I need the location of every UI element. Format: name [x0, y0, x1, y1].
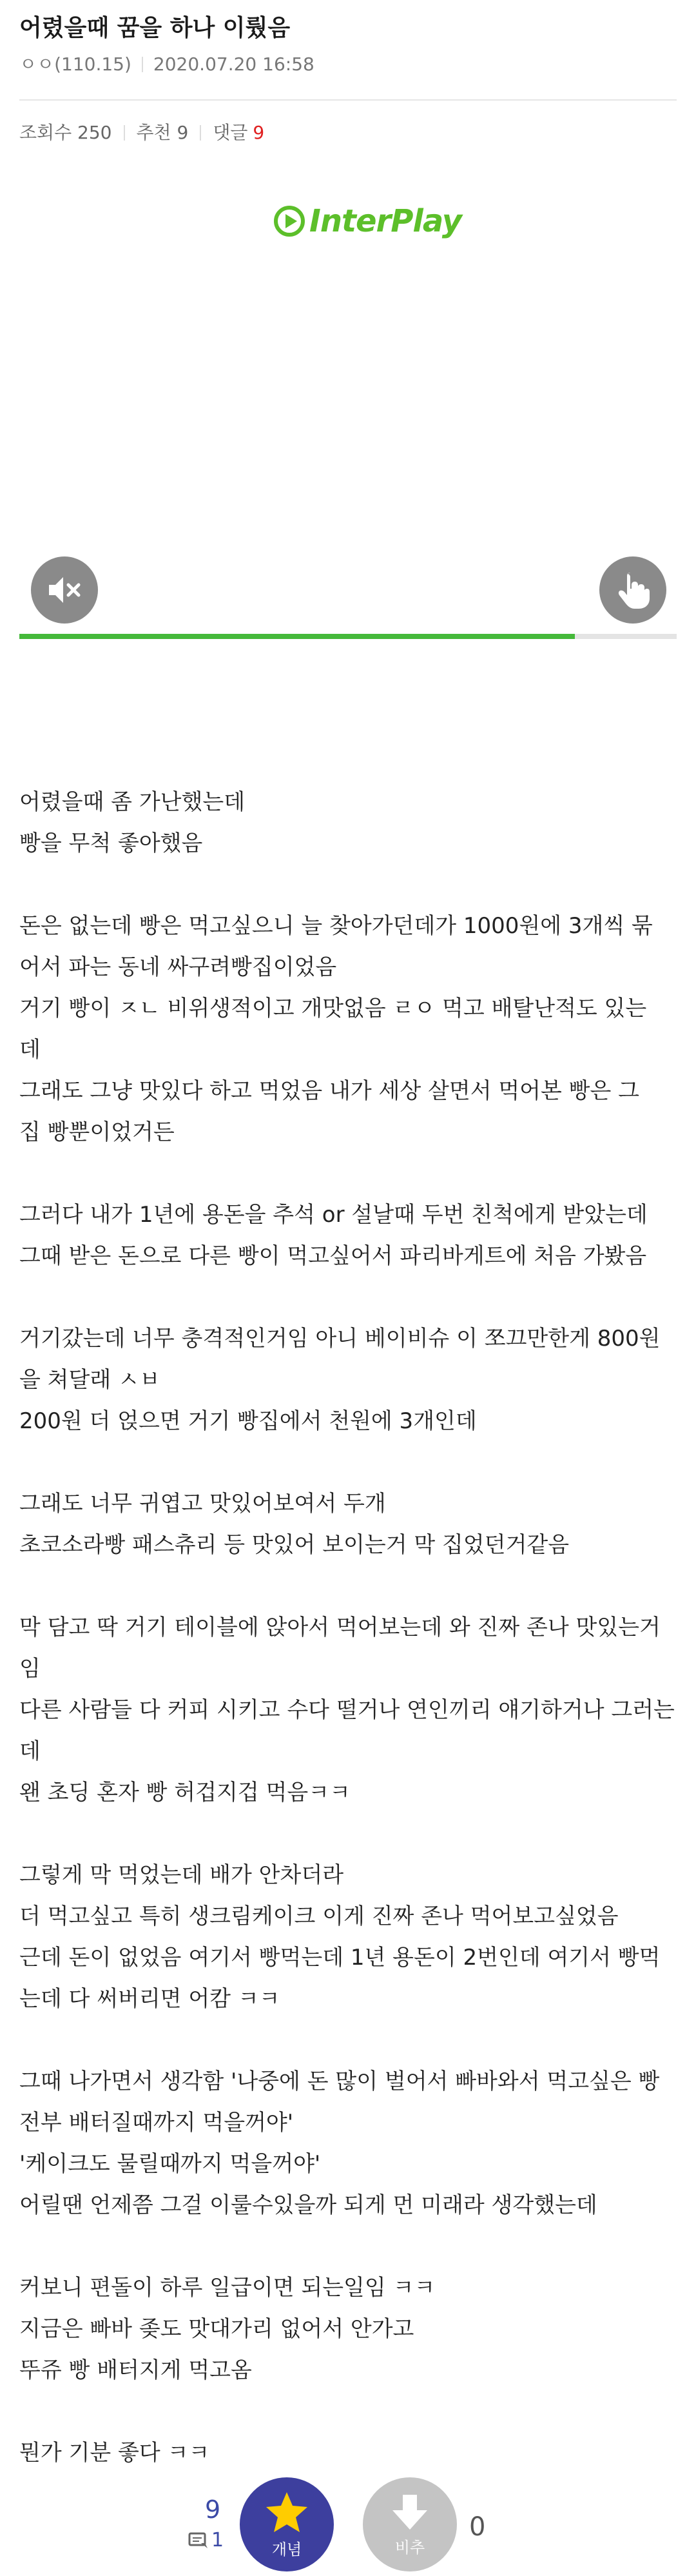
- body-text-line: 그렇게 막 먹었는데 배가 안차더라: [19, 1862, 344, 1888]
- interact-button[interactable]: [599, 556, 666, 624]
- body-text-line: 커보니 편돌이 하루 일급이면 되는일임 ㅋㅋ: [19, 2275, 436, 2301]
- member-icon: [188, 2532, 209, 2550]
- body-text-line: 어렸을때 좀 가난했는데: [19, 789, 246, 815]
- body-text-line: 돈은 없는데 빵은 먹고싶으니 늘 찾아가던데가 1000원에 3개씩 묶: [19, 913, 653, 939]
- comment-count[interactable]: 9: [253, 122, 265, 143]
- member-recommend-count: 1: [211, 2529, 224, 2551]
- recommend-label: 개념: [271, 2540, 302, 2559]
- comment-label[interactable]: 댓글: [213, 122, 248, 143]
- body-text-line: 200원 더 얹으면 거기 빵집에서 천원에 3개인데: [19, 1408, 477, 1434]
- blank-line: [19, 2020, 677, 2061]
- blank-line: [19, 1566, 677, 1607]
- body-text-line: 뭔가 기분 좋다 ㅋㅋ: [19, 2440, 210, 2466]
- body-text-line: 빵을 무척 좋아했음: [19, 831, 203, 856]
- body-text-line: 그래도 너무 귀엽고 맛있어보여서 두개: [19, 1491, 386, 1517]
- down-arrow-icon: [390, 2492, 430, 2532]
- body-text-line: 을 쳐달래 ㅅㅂ: [19, 1367, 160, 1393]
- speaker-mute-icon: [44, 569, 85, 611]
- blank-line: [19, 2226, 677, 2267]
- not-recommend-count: 0: [469, 2512, 486, 2542]
- play-logo-icon: [273, 205, 305, 237]
- body-text-line: 임: [19, 1656, 41, 1682]
- not-recommend-button[interactable]: [363, 2477, 457, 2571]
- fixed-member-recommend: [188, 2529, 224, 2551]
- body-text-line: 초코소라빵 패스츄리 등 맛있어 보이는거 막 집었던거같음: [19, 1532, 570, 1558]
- video-progress-bar[interactable]: [19, 634, 677, 639]
- post-title: 어렸을때 꿈을 하나 이뤘음: [19, 15, 291, 41]
- body-text-line: 그때 받은 돈으로 다른 빵이 먹고싶어서 파리바게트에 처음 가봤음: [19, 1243, 647, 1269]
- body-text-line: 더 먹고싶고 특히 생크림케이크 이게 진짜 존나 먹어보고싶었음: [19, 1903, 619, 1929]
- body-text-line: 근데 돈이 없었음 여기서 빵먹는데 1년 용돈이 2번인데 여기서 빵먹: [19, 1945, 661, 1971]
- blank-line: [19, 740, 677, 782]
- logo-text: InterPlay: [309, 203, 462, 239]
- body-text-line: 그때 나가면서 생각함 '나중에 돈 많이 벌어서 빠바와서 먹고싶은 빵: [19, 2069, 660, 2094]
- video-progress-fill: [19, 634, 575, 639]
- post-stats: [19, 120, 264, 146]
- body-text-line: 뚜쥬 빵 배터지게 먹고옴: [19, 2357, 252, 2383]
- mute-button[interactable]: [31, 556, 98, 624]
- body-text-line: 지금은 빠바 좆도 맛대가리 없어서 안가고: [19, 2316, 414, 2342]
- author-name[interactable]: ㅇㅇ(110.15): [19, 54, 131, 75]
- body-text-line: 집 빵뿐이었거든: [19, 1119, 175, 1145]
- video-player[interactable]: [19, 164, 677, 642]
- star-icon: [264, 2490, 309, 2534]
- body-text-line: 전부 배터질때까지 먹을꺼야': [19, 2110, 294, 2136]
- interplay-logo: [273, 203, 461, 239]
- view-count: 조회수 250: [19, 122, 112, 143]
- blank-line: [19, 1442, 677, 1483]
- blank-line: [19, 864, 677, 905]
- body-text-line: '케이크도 물릴때까지 먹을꺼야': [19, 2151, 321, 2177]
- recommend-button[interactable]: [240, 2477, 334, 2571]
- post-meta: [19, 52, 314, 77]
- body-text-line: 거기 빵이 ㅈㄴ 비위생적이고 개맛없음 ㄹㅇ 먹고 배탈난적도 있는: [19, 996, 647, 1021]
- body-text-line: 그래도 그냥 맛있다 하고 먹었음 내가 세상 살면서 먹어본 빵은 그: [19, 1078, 640, 1104]
- meta-divider: [142, 57, 143, 72]
- body-text-line: 막 담고 딱 거기 테이블에 앉아서 먹어보는데 와 진짜 존나 맛있는거: [19, 1615, 661, 1640]
- post-datetime: 2020.07.20 16:58: [153, 54, 314, 75]
- body-text-line: 그러다 내가 1년에 용돈을 추석 or 설날때 두번 친척에게 받았는데: [19, 1202, 648, 1228]
- body-text-line: 다른 사람들 다 커피 시키고 수다 떨거나 연인끼리 얘기하거나 그러는: [19, 1697, 675, 1723]
- pointer-hand-icon: [612, 569, 654, 611]
- body-text-line: 데: [19, 1037, 41, 1063]
- body-text-line: 왠 초딩 혼자 빵 허겁지겁 먹음ㅋㅋ: [19, 1780, 351, 1805]
- stats-divider: [200, 125, 201, 141]
- body-text-line: 거기갔는데 너무 충격적인거임 아니 베이비슈 이 쪼끄만한게 800원: [19, 1326, 661, 1352]
- body-text-line: 어서 파는 동네 싸구려빵집이었음: [19, 954, 337, 980]
- body-text-line: 어릴땐 언제쯤 그걸 이룰수있을까 되게 먼 미래라 생각했는데: [19, 2192, 597, 2218]
- stats-divider: [124, 125, 125, 141]
- blank-line: [19, 2391, 677, 2432]
- blank-line: [19, 1813, 677, 1854]
- recommend-vote-count: 9: [205, 2495, 221, 2524]
- blank-line: [19, 1153, 677, 1194]
- post-body: [19, 740, 677, 2473]
- vote-area: [0, 2470, 696, 2576]
- blank-line: [19, 1277, 677, 1318]
- body-text-line: 데: [19, 1738, 41, 1764]
- not-recommend-label: 비추: [394, 2538, 425, 2557]
- header-divider: [19, 99, 677, 101]
- body-text-line: 는데 다 써버리면 어캄 ㅋㅋ: [19, 1986, 280, 2012]
- recommend-count: 추천 9: [136, 122, 189, 143]
